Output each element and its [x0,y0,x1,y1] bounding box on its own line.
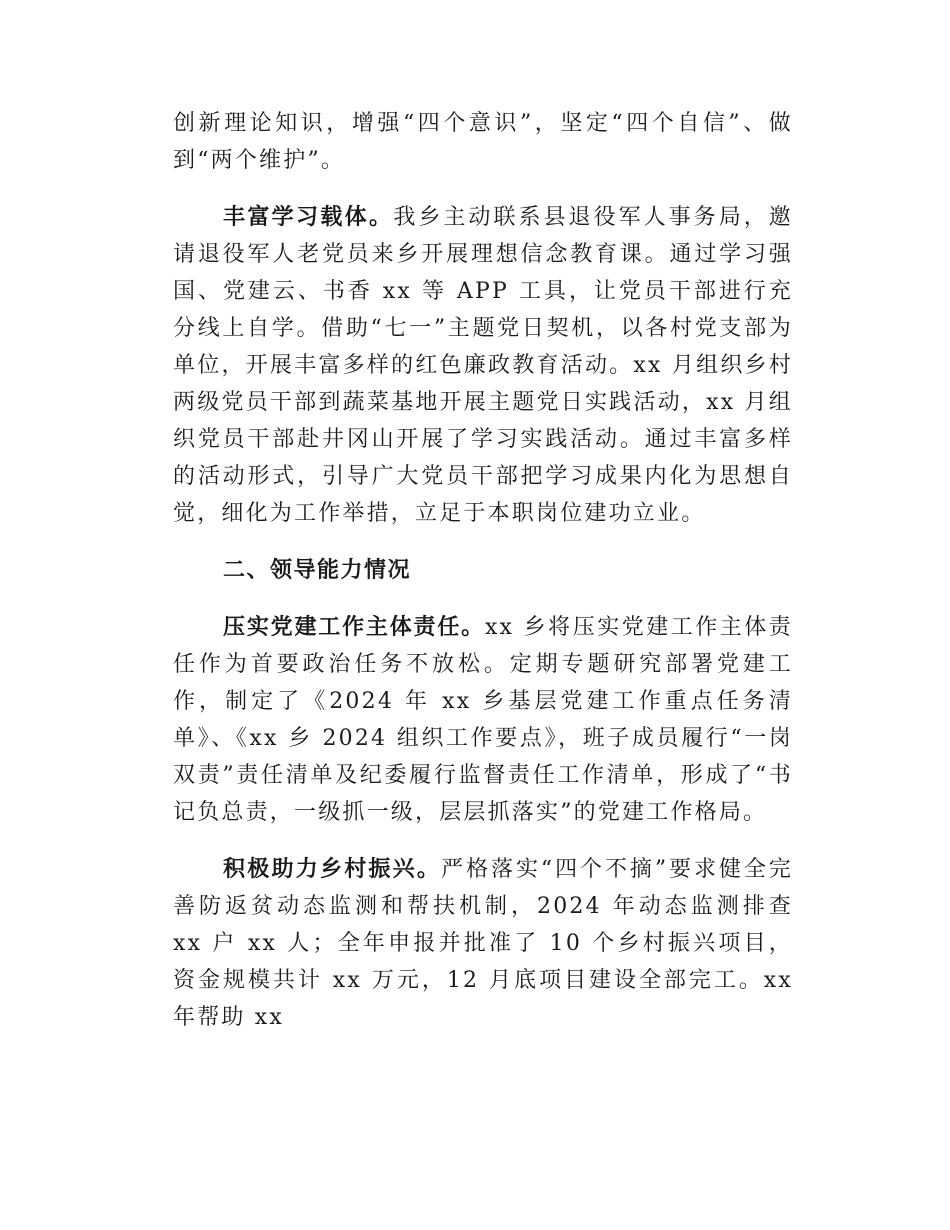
paragraph-party-responsibility [173,609,793,831]
paragraph-continued [173,105,793,179]
paragraph-body: 我乡主动联系县退役军人事务局，邀请退役军人老党员来乡开展理想信念教育课。通过学习强国、党建云、书香 xx 等 APP 工具，让党员干部进行充分线上自学。借助“七一”主题党日契机，以各村党支部为单位，开展丰富多样的红色廉政教育活动。xx 月组织乡村两级党员干部到蔬菜基地开展主题党日实践活动，xx 月组织党员干部赴井冈山开展了学习实践活动。通过丰富多样的活动形式，引导广大党员干部把学习成果内化为思想自觉，细化为工作举措，立足于本职岗位建功立业。 [173,205,793,526]
paragraph-rural-revitalization [173,851,793,1036]
document-page [173,105,793,1056]
paragraph-lead: 丰富学习载体。 [223,205,394,230]
paragraph-body: 创新理论知识，增强“四个意识”，坚定“四个自信”、做到“两个维护”。 [173,111,793,173]
paragraph-body: 严格落实“四个不摘”要求健全完善防返贫动态监测和帮扶机制，2024 年动态监测排查 xx 户 xx 人；全年申报并批准了 10 个乡村振兴项目，资金规模共计 xx 万元，12 月底项目建设全部完工。xx 年帮助 xx [173,857,793,1030]
paragraph-body: xx 乡将压实党建工作主体责任作为首要政治任务不放松。定期专题研究部署党建工作，制定了《2024 年 xx 乡基层党建工作重点任务清单》、《xx 乡 2024 组织工作要点》，班子成员履行“一岗双责”责任清单及纪委履行监督责任工作清单，形成了“书记负总责，一级抓一级，层层抓落实”的党建工作格局。 [173,615,793,825]
section-title-leadership: 二、领导能力情况 [223,558,412,583]
paragraph-lead: 压实党建工作主体责任。 [223,615,485,640]
paragraph-lead: 积极助力乡村振兴。 [223,857,442,882]
paragraph-study-carriers [173,199,793,532]
